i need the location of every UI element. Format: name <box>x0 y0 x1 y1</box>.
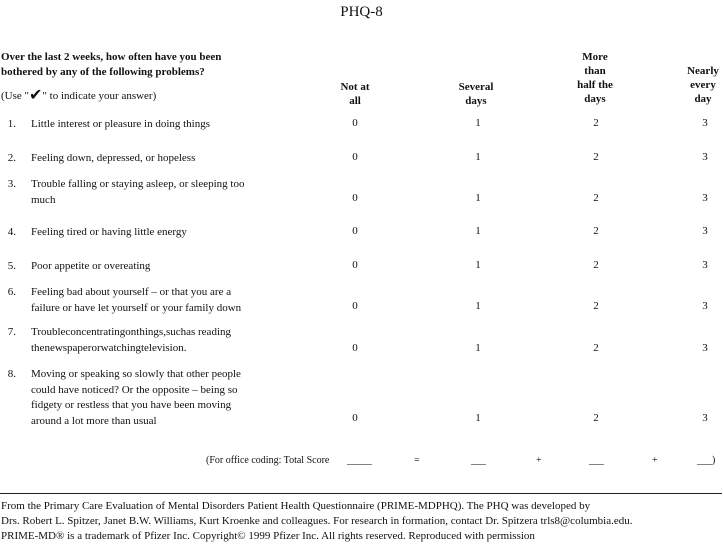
instruction <box>1 84 156 103</box>
score-option[interactable]: 2 <box>593 300 599 312</box>
score-option[interactable]: 3 <box>702 192 708 204</box>
score-option[interactable]: 2 <box>593 225 599 237</box>
score-option[interactable]: 2 <box>593 117 599 129</box>
column-header-line: Not at <box>340 81 370 93</box>
footer-line: Drs. Robert L. Spitzer, Janet B.W. Williams, Kurt Kroenke and colleagues. For research in formation, contact Dr. Spitzera trls8@columbia.edu. <box>1 515 633 527</box>
column-header-line: half the <box>577 79 613 91</box>
column-header-line: Nearly <box>687 65 719 77</box>
score-option[interactable]: 1 <box>475 412 481 424</box>
question-text <box>31 117 271 133</box>
score-option[interactable]: 1 <box>475 342 481 354</box>
question-number: 8. <box>7 368 16 380</box>
question-line: Feeling tired or having little energy <box>31 226 187 238</box>
score-option[interactable]: 0 <box>352 259 358 271</box>
question-line: failure or have let yourself or your family down <box>31 301 242 314</box>
score-option[interactable]: 2 <box>593 259 599 271</box>
question-number: 4. <box>7 226 16 238</box>
question-text <box>31 259 271 275</box>
question-line: around a lot more than usual <box>31 414 157 427</box>
score-option[interactable]: 1 <box>475 259 481 271</box>
question-line: thenewspaperorwatchingtelevision. <box>31 341 187 354</box>
question-text <box>31 225 271 241</box>
score-option[interactable]: 0 <box>352 300 358 312</box>
column-header-nearly-every-day <box>678 64 723 106</box>
footer-line: From the Primary Care Evaluation of Mental Disorders Patient Health Questionnaire (PRIME-MDPHQ). The PHQ was developed by <box>1 500 591 512</box>
question-line: Trouble falling or staying asleep, or sleeping too <box>31 178 245 190</box>
score-option[interactable]: 2 <box>593 342 599 354</box>
score-option[interactable]: 1 <box>475 151 481 163</box>
question-line: much <box>31 193 56 206</box>
score-option[interactable]: 3 <box>702 259 708 271</box>
column-header-more-than-half <box>565 50 625 106</box>
question-number: 2. <box>7 152 16 164</box>
column-header-line: days <box>465 95 487 107</box>
question-line: Moving or speaking so slowly that other people <box>31 368 241 380</box>
office-coding-label: (For office coding: Total Score <box>206 455 330 466</box>
footer-line: PRIME-MD® is a trademark of Pfizer Inc. Copyright© 1999 Pfizer Inc. All rights reserved. Reproduced with permission <box>1 530 535 542</box>
score-option[interactable]: 3 <box>702 342 708 354</box>
question-number: 3. <box>7 178 16 190</box>
total-score-blank[interactable]: _____ <box>347 455 372 466</box>
score-option[interactable]: 0 <box>352 117 358 129</box>
header-question-line1: Over the last 2 weeks, how often have you been <box>1 51 222 63</box>
header-question-line2: bothered by any of the following problems? <box>1 66 205 78</box>
question-text <box>31 151 271 167</box>
every-day-subtotal-blank[interactable]: ___) <box>697 455 716 466</box>
plus-sign: + <box>652 455 658 466</box>
score-option[interactable]: 0 <box>352 192 358 204</box>
question-text <box>31 177 271 208</box>
column-header-several-days <box>446 80 506 108</box>
half-days-subtotal-blank[interactable]: ___ <box>589 455 604 466</box>
question-text <box>31 325 271 356</box>
question-line: could have noticed? Or the opposite – being so <box>31 383 238 396</box>
column-header-not-at-all <box>330 80 380 108</box>
column-header-line: all <box>349 95 361 107</box>
question-line: Troubleconcentratingonthings,suchas reading <box>31 326 231 338</box>
instruction-prefix: (Use " <box>1 90 30 102</box>
score-option[interactable]: 0 <box>352 225 358 237</box>
question-line: fidgety or restless that you have been moving <box>31 399 232 411</box>
score-option[interactable]: 3 <box>702 151 708 163</box>
score-option[interactable]: 3 <box>702 412 708 424</box>
column-header-line: than <box>584 65 606 77</box>
question-line: Poor appetite or overeating <box>31 260 151 272</box>
check-mark-icon: ✔ <box>29 85 43 104</box>
instruction-suffix: " to indicate your answer) <box>42 90 157 102</box>
plus-sign: + <box>536 455 542 466</box>
column-header-line: every <box>690 79 716 91</box>
score-option[interactable]: 1 <box>475 300 481 312</box>
score-option[interactable]: 3 <box>702 300 708 312</box>
score-option[interactable]: 2 <box>593 151 599 163</box>
footer-divider <box>0 493 722 494</box>
question-text <box>31 285 271 316</box>
score-option[interactable]: 0 <box>352 151 358 163</box>
score-option[interactable]: 1 <box>475 225 481 237</box>
several-days-subtotal-blank[interactable]: ___ <box>471 455 486 466</box>
question-number: 1. <box>7 118 16 130</box>
score-option[interactable]: 1 <box>475 192 481 204</box>
score-option[interactable]: 1 <box>475 117 481 129</box>
score-option[interactable]: 2 <box>593 412 599 424</box>
score-option[interactable]: 0 <box>352 412 358 424</box>
score-option[interactable]: 0 <box>352 342 358 354</box>
footer-citation <box>1 499 633 544</box>
question-number: 7. <box>7 326 16 338</box>
question-line: Feeling bad about yourself – or that you are a <box>31 286 232 298</box>
question-line: Little interest or pleasure in doing things <box>31 118 211 130</box>
equals-sign: = <box>414 455 420 466</box>
column-header-line: days <box>584 93 606 105</box>
score-option[interactable]: 3 <box>702 117 708 129</box>
question-line: Feeling down, depressed, or hopeless <box>31 152 196 164</box>
page-title: PHQ-8 <box>340 4 383 20</box>
question-number: 5. <box>7 260 16 272</box>
column-header-line: Several <box>458 81 494 93</box>
score-option[interactable]: 2 <box>593 192 599 204</box>
question-number: 6. <box>7 286 16 298</box>
question-text <box>31 367 271 429</box>
column-header-line: day <box>694 93 712 105</box>
score-option[interactable]: 3 <box>702 225 708 237</box>
column-header-line: More <box>582 51 608 63</box>
